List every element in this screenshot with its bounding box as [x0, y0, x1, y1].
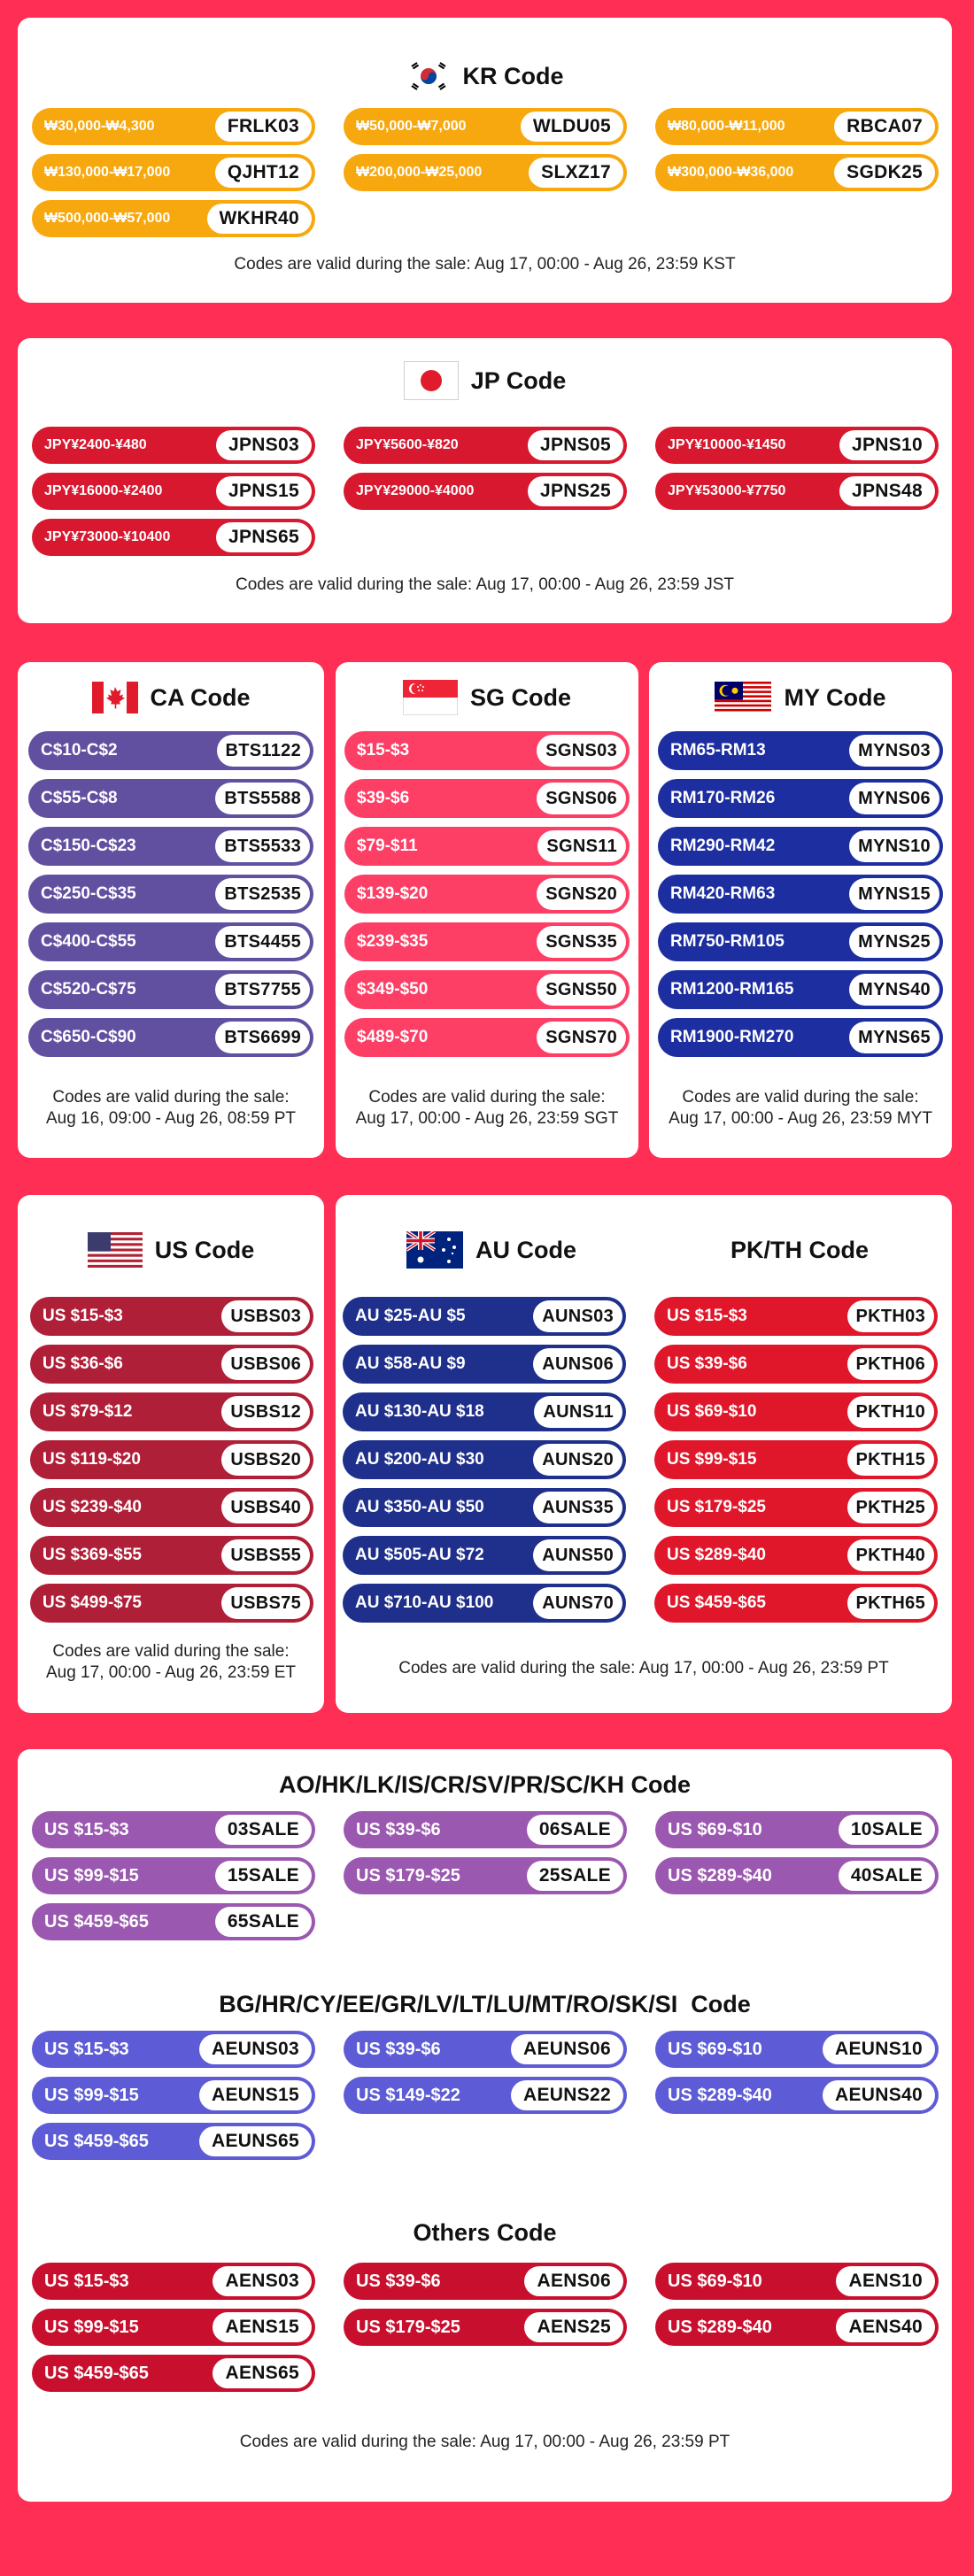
others-code-value[interactable]: AENS40	[836, 2312, 935, 2342]
kr-code-pill[interactable]	[344, 108, 627, 145]
ao-code-range: US $179-$25	[356, 1865, 460, 1886]
ca-code-pill[interactable]	[28, 922, 313, 961]
sg-code-range: $139-$20	[357, 884, 429, 903]
ao-code-value[interactable]: 03SALE	[215, 1815, 312, 1845]
jp-code-grid	[32, 427, 939, 556]
ca-code-value[interactable]: BTS5533	[215, 830, 310, 862]
sg-code-pill[interactable]	[344, 779, 630, 818]
jp-code-value[interactable]: JPNS03	[216, 430, 312, 460]
others-code-pill[interactable]	[655, 2309, 939, 2346]
ao-code-pill[interactable]	[344, 1811, 627, 1848]
my-code-value[interactable]: MYNS65	[849, 1022, 939, 1053]
jp-code-range: JPY¥5600-¥820	[356, 437, 459, 452]
kr-code-range: ₩200,000-₩25,000	[356, 165, 483, 180]
eu-code-value[interactable]: AEUNS15	[199, 2080, 312, 2110]
eu-code-value[interactable]: AEUNS10	[823, 2034, 935, 2064]
sg-code-pill[interactable]	[344, 922, 630, 961]
pkth-code-list	[654, 1297, 938, 1623]
jp-code-pill[interactable]	[655, 473, 939, 510]
jp-code-range: JPY¥73000-¥10400	[44, 529, 171, 544]
eu-code-value[interactable]: AEUNS22	[511, 2080, 623, 2110]
kr-code-value[interactable]: SLXZ17	[529, 158, 623, 188]
eu-code-pill[interactable]	[655, 2031, 939, 2068]
others-code-value[interactable]: AENS03	[213, 2266, 312, 2296]
my-code-range: RM1200-RM165	[670, 980, 794, 999]
kr-code-pill[interactable]	[344, 154, 627, 191]
au-code-pill[interactable]	[343, 1584, 626, 1623]
ca-code-range: C$55-C$8	[41, 789, 118, 807]
us-code-value[interactable]: USBS03	[221, 1300, 310, 1332]
others-validity-note: Codes are valid during the sale: Aug 17, 00:00 - Aug 26, 23:59 PT	[239, 2433, 730, 2451]
others-code-range: US $179-$25	[356, 2317, 460, 2337]
pkth-code-pill[interactable]	[654, 1440, 938, 1479]
us-code-range: US $79-$12	[43, 1402, 133, 1421]
pkth-code-value[interactable]: PKTH06	[847, 1348, 935, 1380]
ca-code-range: C$10-C$2	[41, 741, 118, 760]
eu-code-pill[interactable]	[655, 2077, 939, 2114]
ca-code-pill[interactable]	[28, 875, 313, 914]
ca-title-row	[18, 678, 324, 717]
pkth-code-range: US $99-$15	[667, 1450, 757, 1469]
pkth-code-value[interactable]: PKTH40	[847, 1539, 935, 1571]
jp-code-range: JPY¥16000-¥2400	[44, 483, 163, 498]
pkth-code-pill[interactable]	[654, 1297, 938, 1336]
kr-code-value[interactable]: WLDU05	[521, 112, 623, 142]
others-title: Others Code	[413, 2218, 557, 2246]
ca-code-pill[interactable]	[28, 970, 313, 1009]
jp-title: JP Code	[470, 366, 567, 394]
kr-code-range: ₩30,000-₩4,300	[44, 119, 155, 134]
eu-code-range: US $39-$6	[356, 2039, 441, 2059]
jp-code-pill[interactable]	[655, 427, 939, 464]
my-code-value[interactable]: MYNS10	[849, 830, 939, 862]
ca-code-range: C$150-C$23	[41, 837, 136, 855]
ca-note-line2: Aug 16, 09:00 - Aug 26, 08:59 PT	[45, 1109, 297, 1128]
eu-code-pill[interactable]	[344, 2077, 627, 2114]
au-code-value[interactable]: AUNS03	[533, 1300, 622, 1332]
others-code-value[interactable]: AENS25	[524, 2312, 623, 2342]
my-code-range: RM170-RM26	[670, 789, 776, 807]
sg-code-pill[interactable]	[344, 970, 630, 1009]
usa-flag-icon	[88, 1232, 143, 1268]
ao-code-value[interactable]: 25SALE	[527, 1861, 623, 1891]
jp-code-pill[interactable]	[344, 427, 627, 464]
pkth-code-pill[interactable]	[654, 1345, 938, 1384]
kr-title-row	[18, 58, 952, 94]
ca-code-pill[interactable]	[28, 1018, 313, 1057]
eu-code-value[interactable]: AEUNS65	[199, 2126, 312, 2156]
sg-note-line2: Aug 17, 00:00 - Aug 26, 23:59 SGT	[355, 1109, 619, 1128]
pkth-code-range: US $15-$3	[667, 1307, 747, 1325]
sg-note-line1: Codes are valid during the sale:	[368, 1088, 606, 1107]
others-code-pill[interactable]	[344, 2309, 627, 2346]
pkth-title: PK/TH Code	[730, 1236, 869, 1263]
sg-code-value[interactable]: SGNS35	[537, 926, 626, 958]
sg-code-value[interactable]: SGNS20	[537, 878, 626, 910]
au-pkth-validity-note: Codes are valid during the sale: Aug 17, 00:00 - Aug 26, 23:59 PT	[398, 1659, 889, 1677]
au-code-range: AU $58-AU $9	[355, 1354, 466, 1373]
ao-code-range: US $69-$10	[668, 1819, 762, 1839]
us-code-value[interactable]: USBS75	[221, 1587, 310, 1619]
my-code-value[interactable]: MYNS03	[849, 735, 939, 767]
kr-code-range: ₩300,000-₩36,000	[668, 165, 794, 180]
ca-validity-note	[18, 1087, 324, 1130]
jp-code-card	[18, 338, 952, 623]
my-code-pill[interactable]	[658, 731, 943, 770]
pkth-code-range: US $459-$65	[667, 1593, 766, 1612]
jp-code-value[interactable]: JPNS15	[216, 476, 312, 506]
my-code-range: RM750-RM105	[670, 932, 785, 951]
ao-code-range: US $99-$15	[44, 1865, 139, 1886]
kr-code-range: ₩50,000-₩7,000	[356, 119, 467, 134]
ao-code-pill[interactable]	[32, 1857, 315, 1894]
ca-code-value[interactable]: BTS5588	[215, 783, 310, 814]
kr-code-grid	[32, 108, 939, 237]
ao-code-value[interactable]: 40SALE	[839, 1861, 935, 1891]
au-code-pill[interactable]	[343, 1488, 626, 1527]
au-code-value[interactable]: AUNS20	[533, 1444, 622, 1476]
us-code-range: US $119-$20	[43, 1450, 141, 1469]
au-code-pill[interactable]	[343, 1345, 626, 1384]
jp-title-row	[18, 359, 952, 402]
sg-code-value[interactable]: SGNS50	[537, 974, 626, 1006]
pkth-code-value[interactable]: PKTH65	[847, 1587, 935, 1619]
sg-code-range: $79-$11	[357, 837, 418, 855]
jp-code-value[interactable]: JPNS65	[216, 522, 312, 552]
others-code-grid	[32, 2263, 939, 2392]
ao-code-grid	[32, 1811, 939, 1940]
others-code-value[interactable]: AENS10	[836, 2266, 935, 2296]
my-code-range: RM1900-RM270	[670, 1028, 794, 1046]
us-code-range: US $239-$40	[43, 1498, 142, 1516]
us-code-value[interactable]: USBS20	[221, 1444, 310, 1476]
my-note-line2: Aug 17, 00:00 - Aug 26, 23:59 MYT	[669, 1109, 932, 1128]
ca-note-line1: Codes are valid during the sale:	[52, 1088, 290, 1107]
us-code-range: US $499-$75	[43, 1593, 142, 1612]
sg-code-range: $15-$3	[357, 741, 410, 760]
kr-code-value[interactable]: FRLK03	[215, 112, 312, 142]
eu-code-pill[interactable]	[32, 2077, 315, 2114]
kr-code-pill[interactable]	[32, 154, 315, 191]
au-code-range: AU $25-AU $5	[355, 1307, 466, 1325]
ca-code-range: C$650-C$90	[41, 1028, 136, 1046]
jp-code-pill[interactable]	[32, 427, 315, 464]
us-code-card	[18, 1195, 324, 1713]
pkth-code-pill[interactable]	[654, 1488, 938, 1527]
malaysia-flag-icon	[715, 682, 771, 713]
au-code-value[interactable]: AUNS06	[533, 1348, 622, 1380]
pkth-code-value[interactable]: PKTH10	[847, 1396, 935, 1428]
sg-validity-note	[336, 1087, 638, 1130]
ao-code-pill[interactable]	[655, 1811, 939, 1848]
my-note-line1: Codes are valid during the sale:	[682, 1088, 919, 1107]
others-code-range: US $459-$65	[44, 2363, 149, 2383]
ao-code-range: US $289-$40	[668, 1865, 772, 1886]
sg-code-value[interactable]: SGNS11	[537, 830, 626, 862]
sg-code-pill[interactable]	[344, 731, 630, 770]
my-code-pill[interactable]	[658, 875, 943, 914]
us-code-pill[interactable]	[30, 1392, 313, 1431]
jp-code-range: JPY¥2400-¥480	[44, 437, 147, 452]
ao-code-value[interactable]: 65SALE	[215, 1907, 312, 1937]
pkth-code-pill[interactable]	[654, 1584, 938, 1623]
my-code-value[interactable]: MYNS25	[849, 926, 939, 958]
jp-code-pill[interactable]	[32, 519, 315, 556]
us-code-pill[interactable]	[30, 1297, 313, 1336]
us-note-line1: Codes are valid during the sale:	[52, 1642, 290, 1661]
us-code-value[interactable]: USBS12	[221, 1396, 310, 1428]
my-code-pill[interactable]	[658, 922, 943, 961]
ca-code-value[interactable]: BTS7755	[215, 974, 310, 1006]
others-code-range: US $15-$3	[44, 2271, 129, 2291]
ao-code-range: US $15-$3	[44, 1819, 129, 1839]
eu-code-value[interactable]: AEUNS03	[199, 2034, 312, 2064]
us-title: US Code	[154, 1236, 255, 1263]
au-code-pill[interactable]	[343, 1297, 626, 1336]
eu-code-value[interactable]: AEUNS06	[511, 2034, 623, 2064]
others-code-pill[interactable]	[344, 2263, 627, 2300]
ao-code-pill[interactable]	[344, 1857, 627, 1894]
jp-code-range: JPY¥10000-¥1450	[668, 437, 786, 452]
au-code-pill[interactable]	[343, 1392, 626, 1431]
my-validity-note	[649, 1087, 952, 1130]
ao-code-range: US $39-$6	[356, 1819, 441, 1839]
au-code-range: AU $200-AU $30	[355, 1450, 484, 1469]
kr-title: KR Code	[462, 62, 564, 89]
kr-code-value[interactable]: QJHT12	[215, 158, 312, 188]
us-note-line2: Aug 17, 00:00 - Aug 26, 23:59 ET	[45, 1663, 297, 1682]
jp-code-value[interactable]: JPNS10	[839, 430, 935, 460]
ca-title: CA Code	[150, 683, 251, 711]
multi-region-code-card	[18, 1749, 952, 2502]
us-code-value[interactable]: USBS06	[221, 1348, 310, 1380]
us-code-pill[interactable]	[30, 1345, 313, 1384]
eu-code-pill[interactable]	[32, 2031, 315, 2068]
sg-title-row	[336, 678, 638, 717]
pkth-code-value[interactable]: PKTH15	[847, 1444, 935, 1476]
au-code-range: AU $350-AU $50	[355, 1498, 484, 1516]
ca-code-pill[interactable]	[28, 779, 313, 818]
pkth-code-value[interactable]: PKTH03	[847, 1300, 935, 1332]
others-code-range: US $69-$10	[668, 2271, 762, 2291]
au-code-value[interactable]: AUNS11	[534, 1396, 622, 1428]
others-code-range: US $39-$6	[356, 2271, 441, 2291]
au-code-list	[343, 1297, 626, 1623]
jp-code-value[interactable]: JPNS48	[839, 476, 935, 506]
my-code-pill[interactable]	[658, 1018, 943, 1057]
ao-code-value[interactable]: 06SALE	[527, 1815, 623, 1845]
au-pkth-code-card	[336, 1195, 952, 1713]
eu-code-pill[interactable]	[32, 2123, 315, 2160]
others-code-pill[interactable]	[32, 2355, 315, 2392]
my-code-list	[658, 731, 943, 1057]
others-code-value[interactable]: AENS06	[524, 2266, 623, 2296]
au-code-range: AU $505-AU $72	[355, 1546, 484, 1564]
us-code-range: US $15-$3	[43, 1307, 123, 1325]
au-code-pill[interactable]	[343, 1440, 626, 1479]
kr-code-pill[interactable]	[655, 154, 939, 191]
eu-code-value[interactable]: AEUNS40	[823, 2080, 935, 2110]
sg-code-range: $489-$70	[357, 1028, 429, 1046]
sg-code-list	[344, 731, 630, 1057]
us-code-value[interactable]: USBS40	[221, 1492, 310, 1523]
us-code-list	[30, 1297, 313, 1623]
my-code-value[interactable]: MYNS15	[849, 878, 939, 910]
sg-code-pill[interactable]	[344, 1018, 630, 1057]
kr-code-range: ₩500,000-₩57,000	[44, 211, 171, 226]
us-title-row	[18, 1230, 324, 1269]
pkth-code-pill[interactable]	[654, 1536, 938, 1575]
japan-flag-icon	[404, 361, 459, 400]
sg-title: SG Code	[469, 683, 571, 711]
kr-code-value[interactable]: SGDK25	[834, 158, 935, 188]
australia-flag-icon	[406, 1231, 463, 1269]
jp-code-value[interactable]: JPNS25	[528, 476, 623, 506]
sg-code-value[interactable]: SGNS70	[537, 1022, 626, 1053]
canada-flag-icon	[92, 682, 138, 713]
sg-code-range: $39-$6	[357, 789, 410, 807]
my-code-range: RM420-RM63	[670, 884, 776, 903]
eu-code-range: US $149-$22	[356, 2085, 460, 2105]
eu-code-range: US $69-$10	[668, 2039, 762, 2059]
pkth-code-value[interactable]: PKTH25	[847, 1492, 935, 1523]
others-title-row	[18, 2217, 952, 2248]
ca-code-card	[18, 662, 324, 1158]
my-code-range: RM290-RM42	[670, 837, 776, 855]
others-code-value[interactable]: AENS65	[213, 2358, 312, 2388]
ao-code-value[interactable]: 10SALE	[839, 1815, 935, 1845]
jp-code-range: JPY¥29000-¥4000	[356, 483, 475, 498]
ao-code-pill[interactable]	[655, 1857, 939, 1894]
au-code-value[interactable]: AUNS35	[533, 1492, 622, 1523]
sg-code-card	[336, 662, 638, 1158]
au-title-row	[336, 1230, 647, 1269]
jp-code-pill[interactable]	[344, 473, 627, 510]
eu-title: BG/HR/CY/EE/GR/LV/LT/LU/MT/RO/SK/SI Code	[219, 1990, 751, 2017]
pkth-code-range: US $179-$25	[667, 1498, 766, 1516]
ca-code-range: C$400-C$55	[41, 932, 136, 951]
ca-code-pill[interactable]	[28, 731, 313, 770]
us-code-range: US $36-$6	[43, 1354, 123, 1373]
au-code-range: AU $710-AU $100	[355, 1593, 494, 1612]
us-code-pill[interactable]	[30, 1488, 313, 1527]
ao-code-pill[interactable]	[32, 1903, 315, 1940]
kr-code-card	[18, 18, 952, 303]
us-validity-note	[18, 1641, 324, 1684]
ca-code-value[interactable]: BTS4455	[215, 926, 310, 958]
ca-code-range: C$520-C$75	[41, 980, 136, 999]
kr-code-range: ₩80,000-₩11,000	[668, 119, 785, 134]
singapore-flag-icon	[403, 680, 458, 715]
eu-code-range: US $459-$65	[44, 2131, 149, 2151]
au-title: AU Code	[475, 1236, 576, 1263]
us-code-pill[interactable]	[30, 1440, 313, 1479]
others-code-range: US $289-$40	[668, 2317, 772, 2337]
sg-code-range: $349-$50	[357, 980, 429, 999]
my-code-value[interactable]: MYNS40	[849, 974, 939, 1006]
ca-code-value[interactable]: BTS2535	[215, 878, 310, 910]
au-code-value[interactable]: AUNS50	[533, 1539, 622, 1571]
ao-title: AO/HK/LK/IS/CR/SV/PR/SC/KH Code	[278, 1770, 692, 1798]
eu-code-range: US $99-$15	[44, 2085, 139, 2105]
others-code-value[interactable]: AENS15	[213, 2312, 312, 2342]
ca-code-range: C$250-C$35	[41, 884, 136, 903]
jp-code-value[interactable]: JPNS05	[528, 430, 623, 460]
pkth-code-range: US $69-$10	[667, 1402, 757, 1421]
us-code-range: US $369-$55	[43, 1546, 142, 1564]
us-code-pill[interactable]	[30, 1536, 313, 1575]
au-code-range: AU $130-AU $18	[355, 1402, 484, 1421]
kr-code-pill[interactable]	[655, 108, 939, 145]
jp-code-pill[interactable]	[32, 473, 315, 510]
kr-code-value[interactable]: RBCA07	[834, 112, 935, 142]
pkth-code-pill[interactable]	[654, 1392, 938, 1431]
eu-code-range: US $15-$3	[44, 2039, 129, 2059]
others-code-pill[interactable]	[32, 2263, 315, 2300]
pkth-code-range: US $39-$6	[667, 1354, 747, 1373]
my-code-pill[interactable]	[658, 779, 943, 818]
sg-code-pill[interactable]	[344, 875, 630, 914]
us-code-value[interactable]: USBS55	[221, 1539, 310, 1571]
kr-code-range: ₩130,000-₩17,000	[44, 165, 171, 180]
ao-title-row	[18, 1769, 952, 1801]
my-code-value[interactable]: MYNS06	[849, 783, 939, 814]
au-code-value[interactable]: AUNS70	[533, 1587, 622, 1619]
eu-title-row	[18, 1988, 952, 2020]
eu-code-range: US $289-$40	[668, 2085, 772, 2105]
others-code-pill[interactable]	[655, 2263, 939, 2300]
kr-code-pill[interactable]	[32, 200, 315, 237]
us-code-pill[interactable]	[30, 1584, 313, 1623]
sg-code-value[interactable]: SGNS06	[537, 783, 626, 814]
others-code-range: US $99-$15	[44, 2317, 139, 2337]
my-title-row	[649, 678, 952, 717]
kr-code-pill[interactable]	[32, 108, 315, 145]
sg-code-range: $239-$35	[357, 932, 429, 951]
pkth-code-range: US $289-$40	[667, 1546, 766, 1564]
sg-code-pill[interactable]	[344, 827, 630, 866]
ca-code-pill[interactable]	[28, 827, 313, 866]
jp-validity-note: Codes are valid during the sale: Aug 17, 00:00 - Aug 26, 23:59 JST	[236, 575, 734, 594]
my-code-range: RM65-RM13	[670, 741, 766, 760]
ao-code-value[interactable]: 15SALE	[215, 1861, 312, 1891]
kr-code-value[interactable]: WKHR40	[207, 204, 312, 234]
ca-code-list	[28, 731, 313, 1057]
pkth-title-row	[647, 1230, 952, 1269]
my-code-card	[649, 662, 952, 1158]
ao-code-range: US $459-$65	[44, 1911, 149, 1932]
eu-code-pill[interactable]	[344, 2031, 627, 2068]
south-korea-flag-icon	[406, 59, 451, 93]
ca-code-value[interactable]: BTS6699	[215, 1022, 310, 1053]
kr-validity-note: Codes are valid during the sale: Aug 17, 00:00 - Aug 26, 23:59 KST	[234, 255, 736, 274]
jp-code-range: JPY¥53000-¥7750	[668, 483, 786, 498]
ao-code-pill[interactable]	[32, 1811, 315, 1848]
my-code-pill[interactable]	[658, 970, 943, 1009]
ca-code-value[interactable]: BTS1122	[217, 735, 311, 767]
sg-code-value[interactable]: SGNS03	[537, 735, 626, 767]
others-code-pill[interactable]	[32, 2309, 315, 2346]
my-code-pill[interactable]	[658, 827, 943, 866]
my-title: MY Code	[784, 683, 886, 711]
au-code-pill[interactable]	[343, 1536, 626, 1575]
eu-code-grid	[32, 2031, 939, 2160]
